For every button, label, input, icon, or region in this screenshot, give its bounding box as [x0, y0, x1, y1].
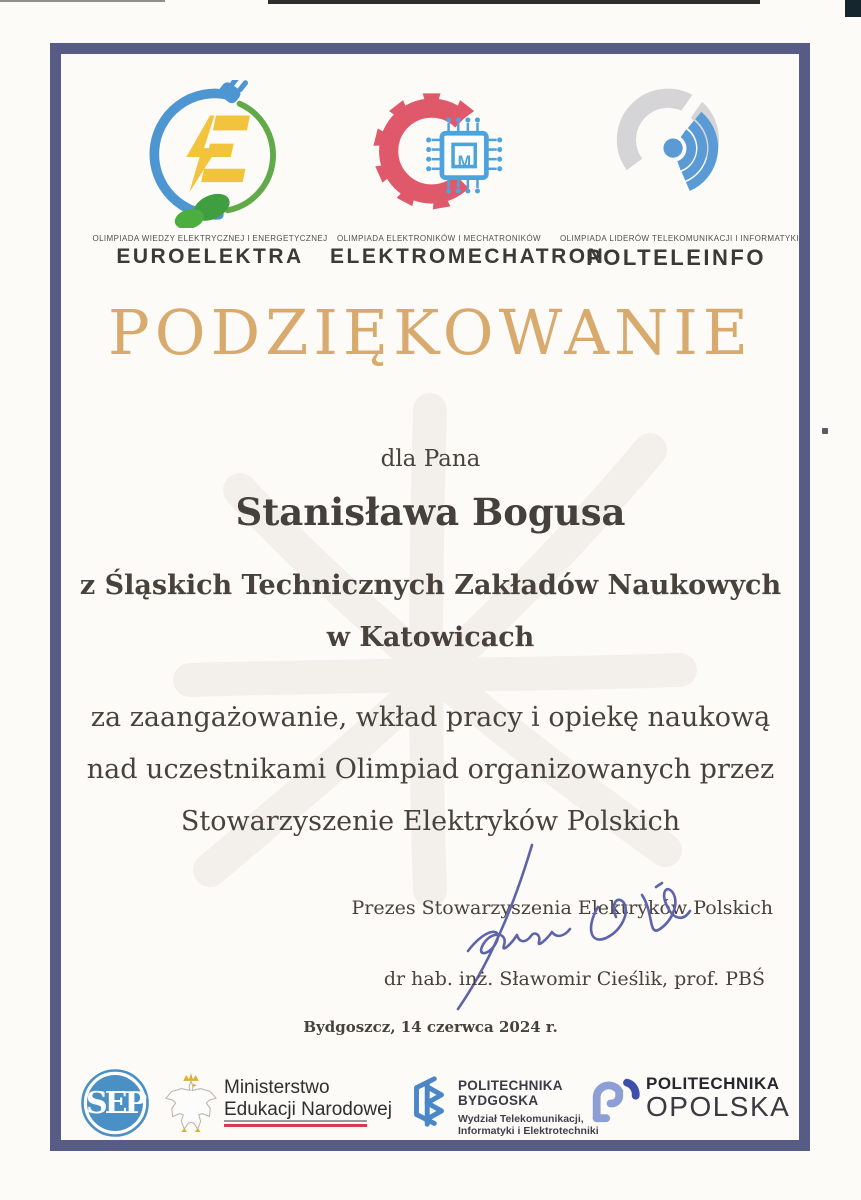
elektromechatron-logo-icon	[365, 80, 513, 228]
chip-letter: M	[457, 152, 472, 171]
euroelektra-logo-icon	[136, 80, 284, 228]
pb-name-line1: POLITECHNIKA	[458, 1078, 563, 1093]
signer-role: Prezes Stowarzyszenia Elektryków Polskich	[351, 897, 773, 919]
politechnika-opolska-label	[646, 1074, 790, 1121]
po-name-line1: POLITECHNIKA	[646, 1074, 780, 1093]
ministry-flag-underline	[224, 1120, 367, 1127]
scan-artifact	[845, 0, 861, 17]
logo-elektromechatron	[330, 80, 606, 269]
signer-name: dr hab. inż. Sławomir Cieślik, prof. PBŚ	[383, 968, 765, 990]
po-name-line2: OPOLSKA	[646, 1091, 791, 1122]
place-and-date: Bydgoszcz, 14 czerwca 2024 r.	[303, 1018, 558, 1036]
scan-artifact	[0, 0, 165, 2]
olympiad-wordmark: ELEKTROMECHATRON	[330, 245, 606, 268]
recipient-school: z Śląskich Technicznych Zakładów Naukowych	[79, 570, 782, 601]
scan-artifact	[268, 0, 760, 4]
politechnika-opolska-logo	[588, 1076, 640, 1124]
sep-letters: SEP	[85, 1086, 145, 1121]
body-line: nad uczestnikami Olimpiad organizowanych przez	[86, 754, 775, 785]
recipient-name: Stanisława Bogusa	[235, 490, 626, 534]
olympiad-wordmark: EUROELEKTRA	[116, 245, 304, 268]
ministry-line1: Ministerstwo	[224, 1077, 330, 1098]
olympiad-wordmark: POLTELEINFO	[586, 245, 766, 270]
politechnika-bydgoska-logo	[404, 1073, 454, 1131]
polteleinfo-logo-icon	[602, 80, 750, 228]
sep-logo	[80, 1068, 150, 1138]
pb-faculty-line1: Wydział Telekomunikacji,	[458, 1112, 584, 1125]
certificate-title: PODZIĘKOWANIE	[108, 296, 753, 369]
logo-polteleinfo	[560, 80, 799, 271]
scan-artifact	[822, 428, 828, 434]
polish-eagle-emblem	[164, 1072, 218, 1136]
body-line: Stowarzyszenie Elektryków Polskich	[180, 806, 681, 837]
salutation: dla Pana	[380, 446, 481, 472]
olympiad-caption: OLIMPIADA WIEDZY ELEKTRYCZNEJ I ENERGETYCZNEJ	[92, 234, 328, 243]
logo-euroelektra	[85, 80, 335, 269]
pb-name-line2: BYDGOSKA	[458, 1092, 539, 1108]
ministry-line2: Edukacji Narodowej	[224, 1099, 392, 1121]
body-line: za zaangażowanie, wkład pracy i opiekę naukową	[90, 702, 771, 733]
pb-faculty-line2: Informatyki i Elektrotechniki	[458, 1125, 599, 1138]
ministry-label	[224, 1077, 392, 1121]
olympiad-caption: OLIMPIADA ELEKTRONIKÓW I MECHATRONIKÓW	[337, 234, 541, 243]
olympiad-caption: OLIMPIADA LIDERÓW TELEKOMUNIKACJI I INFORMATYKI	[560, 234, 799, 243]
politechnika-bydgoska-label	[458, 1079, 599, 1138]
recipient-city: w Katowicach	[326, 622, 535, 653]
